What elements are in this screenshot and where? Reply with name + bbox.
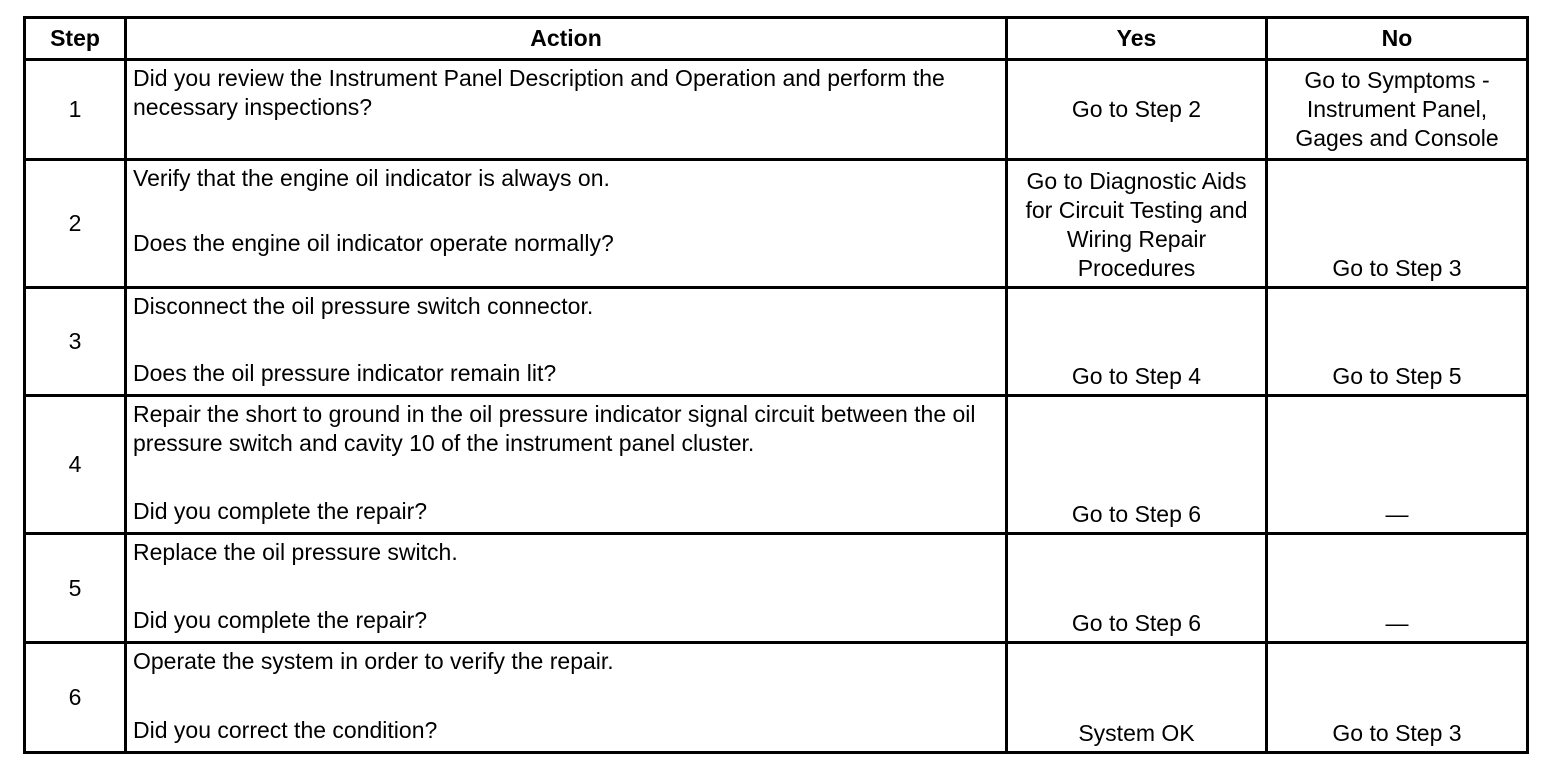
no-outcome: Go to Symptoms - Instrument Panel, Gages and Console: [1267, 60, 1528, 160]
header-action: Action: [126, 18, 1007, 60]
action-question: Did you complete the repair?: [133, 607, 428, 633]
table-row: [25, 534, 1528, 643]
action-cell: [126, 288, 1007, 396]
header-yes: Yes: [1007, 18, 1267, 60]
action-instruction: Disconnect the oil pressure switch connector.: [133, 293, 594, 319]
action-instruction: Verify that the engine oil indicator is always on.: [133, 165, 610, 191]
no-outcome: Go to Step 3: [1267, 160, 1528, 288]
action-cell: [126, 60, 1007, 160]
action-cell: [126, 160, 1007, 288]
table-row: [25, 60, 1528, 160]
yes-outcome: Go to Step 6: [1007, 396, 1267, 534]
action-cell: [126, 534, 1007, 643]
yes-outcome: Go to Step 2: [1007, 60, 1267, 160]
header-no: No: [1267, 18, 1528, 60]
step-number: 6: [25, 643, 126, 753]
table-row: [25, 160, 1528, 288]
step-number: 3: [25, 288, 126, 396]
no-outcome: Go to Step 5: [1267, 288, 1528, 396]
step-number: 2: [25, 160, 126, 288]
step-number: 4: [25, 396, 126, 534]
action-question: Did you complete the repair?: [133, 498, 428, 524]
step-number: 1: [25, 60, 126, 160]
action-question: Does the engine oil indicator operate normally?: [133, 230, 614, 256]
action-instruction: Operate the system in order to verify the repair.: [133, 648, 614, 674]
step-number: 5: [25, 534, 126, 643]
no-outcome: —: [1267, 534, 1528, 643]
table-row: [25, 288, 1528, 396]
header-step: Step: [25, 18, 126, 60]
action-instruction: Replace the oil pressure switch.: [133, 539, 458, 565]
no-outcome: —: [1267, 396, 1528, 534]
table-row: [25, 643, 1528, 753]
yes-outcome: Go to Step 6: [1007, 534, 1267, 643]
action-question: Did you correct the condition?: [133, 717, 438, 743]
header-row: [25, 18, 1528, 60]
no-outcome: Go to Step 3: [1267, 643, 1528, 753]
yes-outcome: System OK: [1007, 643, 1267, 753]
action-instruction: Repair the short to ground in the oil pressure indicator signal circuit between the oil pressure switch and cavity 10 of the instrument panel cluster.: [133, 401, 976, 456]
yes-outcome: Go to Step 4: [1007, 288, 1267, 396]
table-row: [25, 396, 1528, 534]
action-cell: [126, 643, 1007, 753]
action-question: Does the oil pressure indicator remain lit?: [133, 360, 557, 386]
yes-outcome: Go to Diagnostic Aids for Circuit Testing and Wiring Repair Procedures: [1007, 160, 1267, 288]
diagnostic-table: [23, 16, 1529, 754]
action-cell: [126, 396, 1007, 534]
action-instruction: Did you review the Instrument Panel Description and Operation and perform the necessary inspections?: [133, 65, 945, 120]
